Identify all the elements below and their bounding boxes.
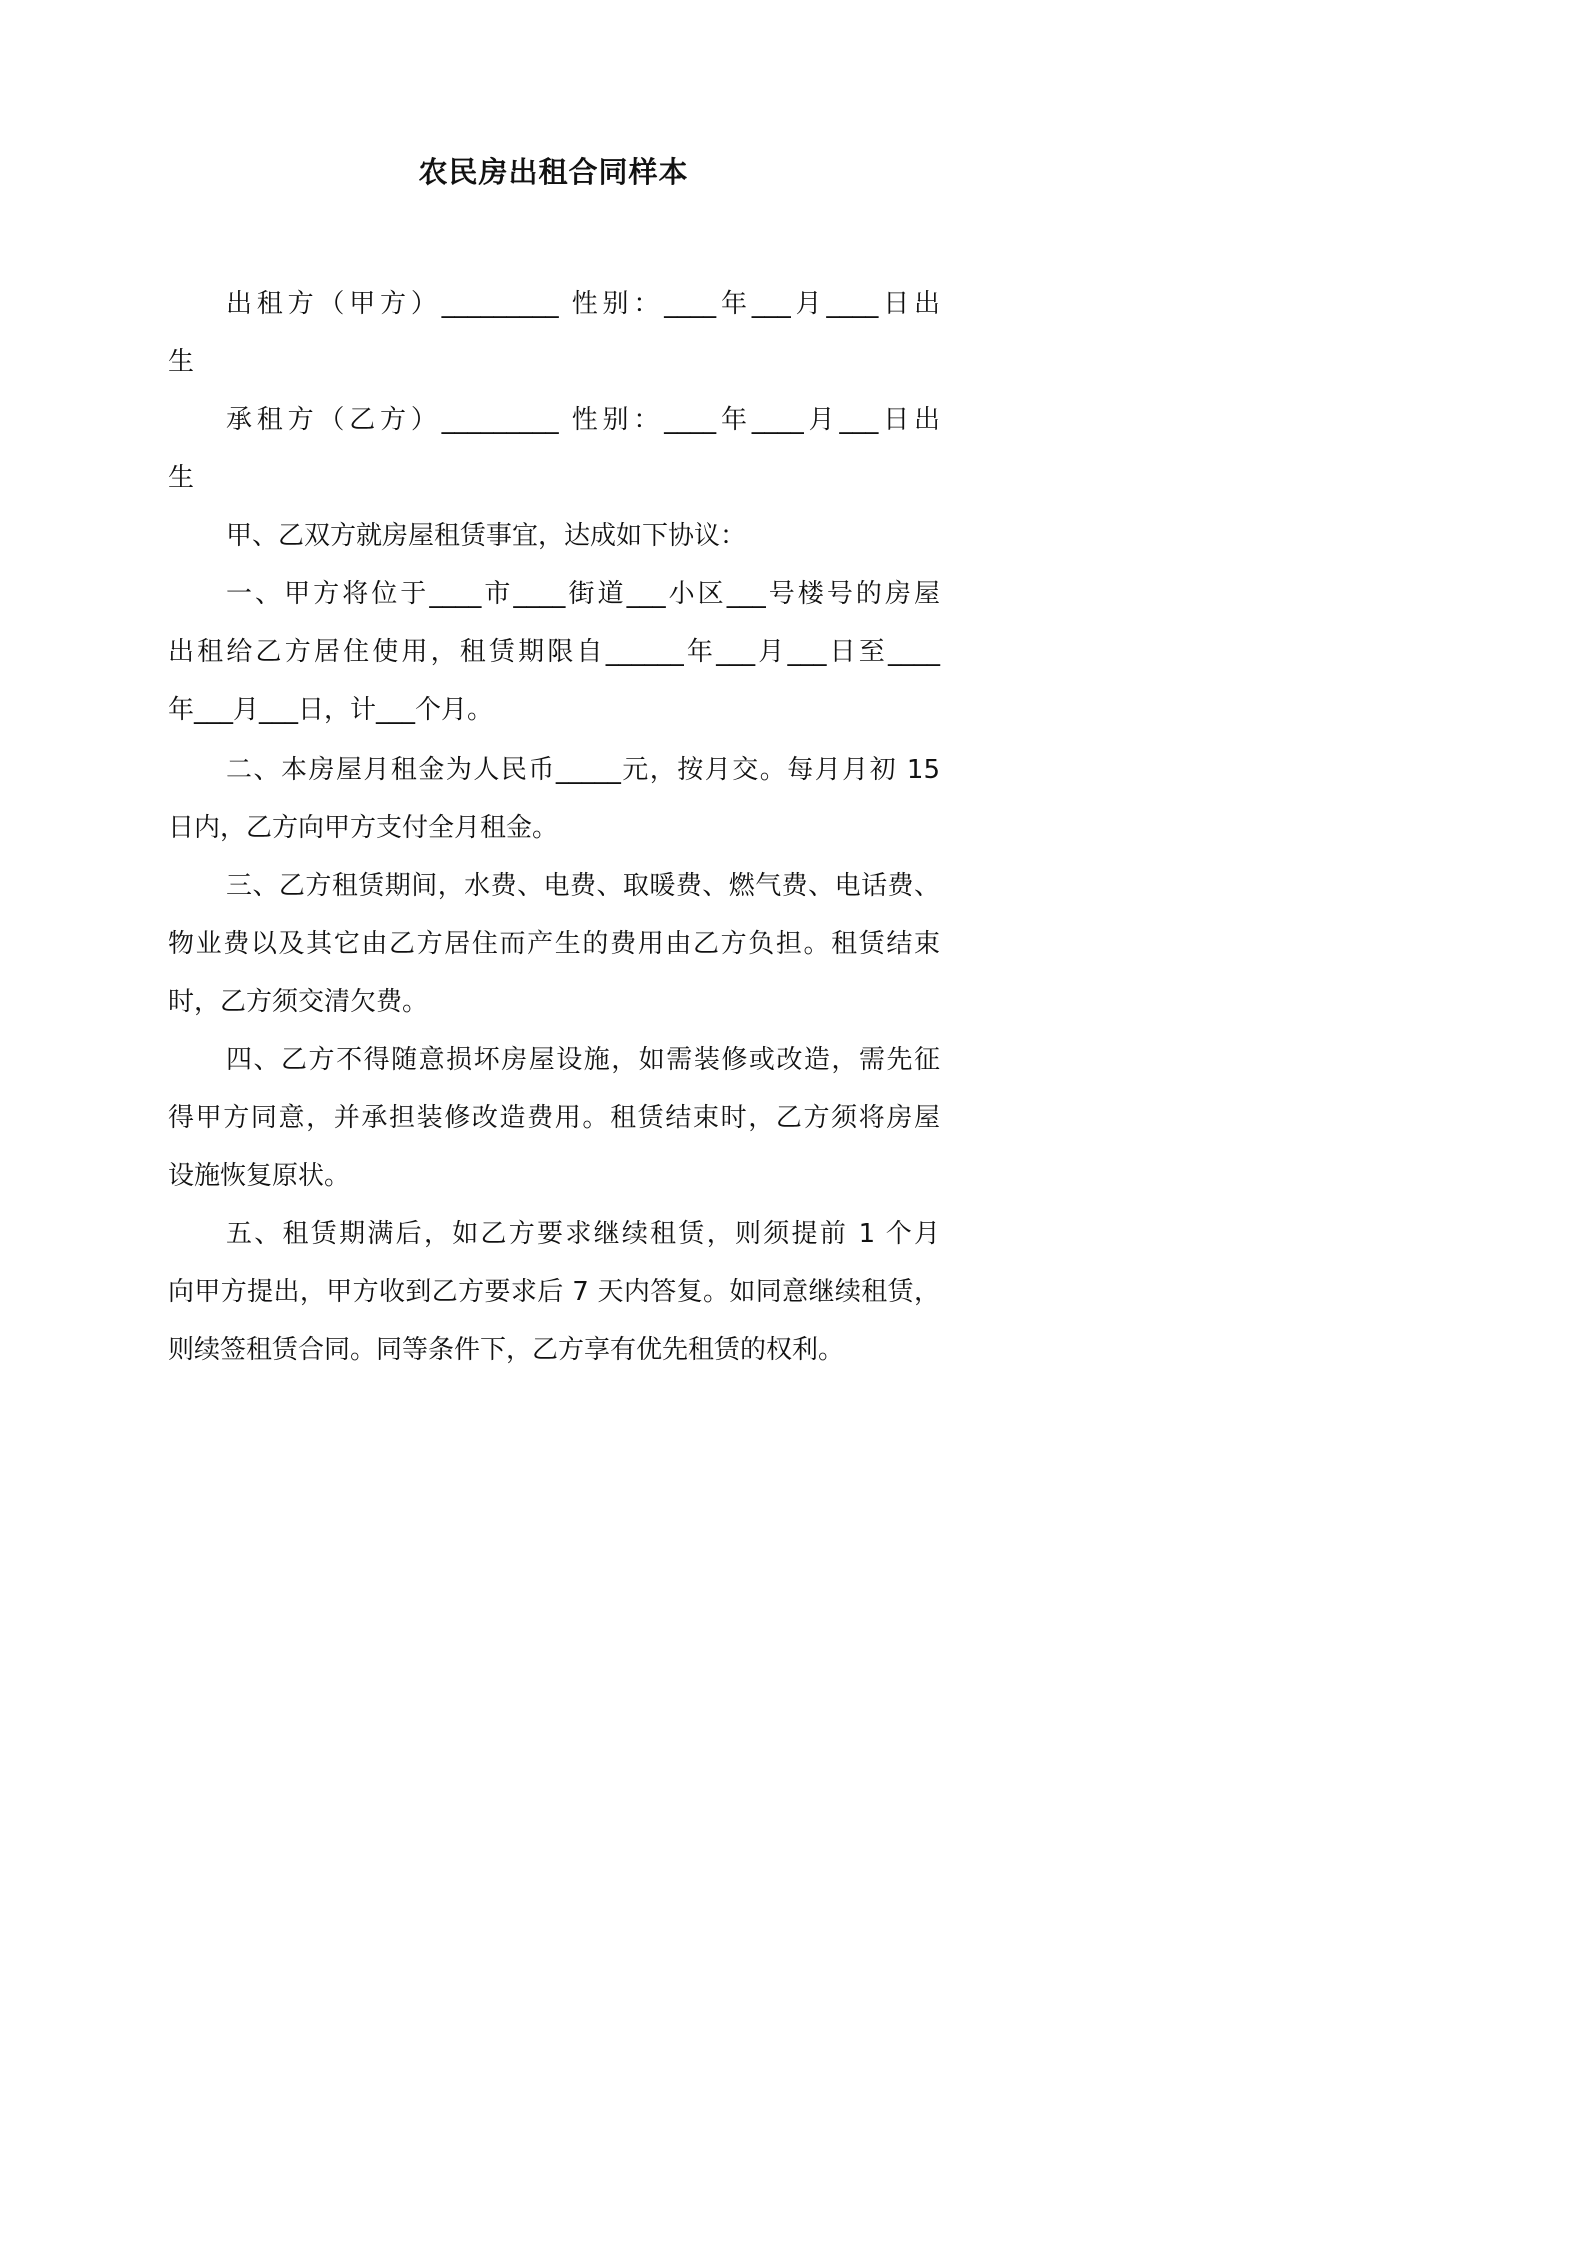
clause-5-line-3: 则续签租赁合同。同等条件下，乙方享有优先租赁的权利。 bbox=[168, 1335, 845, 1365]
lessor-line-continued: 生 bbox=[168, 347, 195, 377]
clause-4-line-3: 设施恢复原状。 bbox=[168, 1161, 351, 1191]
clause-3-line-1: 三、乙方租赁期间，水费、电费、取暖费、燃气费、电话费、 bbox=[226, 871, 940, 901]
clause-5-line-1: 五、租赁期满后，如乙方要求继续租赁，则须提前 1 个月 bbox=[226, 1219, 940, 1249]
clause-4-line-1: 四、乙方不得随意损坏房屋设施，如需装修或改造，需先征 bbox=[226, 1045, 940, 1075]
document-title: 农民房出租合同样本 bbox=[418, 155, 689, 189]
lessor-line: 出租方（甲方）_________ 性别：____年___月____日出 bbox=[226, 289, 940, 319]
clause-4-line-2: 得甲方同意，并承担装修改造费用。租赁结束时，乙方须将房屋 bbox=[168, 1103, 940, 1133]
clause-3-line-3: 时，乙方须交清欠费。 bbox=[168, 987, 429, 1017]
lessee-line: 承租方（乙方）_________ 性别：____年____月___日出 bbox=[226, 405, 940, 435]
agreement-intro: 甲、乙双方就房屋租赁事宜，达成如下协议： bbox=[226, 521, 747, 551]
clause-3-line-2: 物业费以及其它由乙方居住而产生的费用由乙方负担。租赁结束 bbox=[168, 929, 940, 959]
clause-5-line-2: 向甲方提出，甲方收到乙方要求后 7 天内答复。如同意继续租赁， bbox=[168, 1277, 940, 1307]
clause-1-line-3: 年___月___日，计___个月。 bbox=[168, 695, 494, 725]
clause-1-line-2: 出租给乙方居住使用，租赁期限自______年___月___日至____ bbox=[168, 637, 940, 667]
clause-1-line-1: 一、甲方将位于____市____街道___小区___号楼号的房屋 bbox=[226, 579, 940, 609]
lessee-line-continued: 生 bbox=[168, 463, 195, 493]
contract-page bbox=[0, 0, 1107, 1568]
clause-2-line-1: 二、本房屋月租金为人民币_____元，按月交。每月月初 15 bbox=[226, 755, 940, 785]
clause-2-line-2: 日内，乙方向甲方支付全月租金。 bbox=[168, 813, 559, 843]
